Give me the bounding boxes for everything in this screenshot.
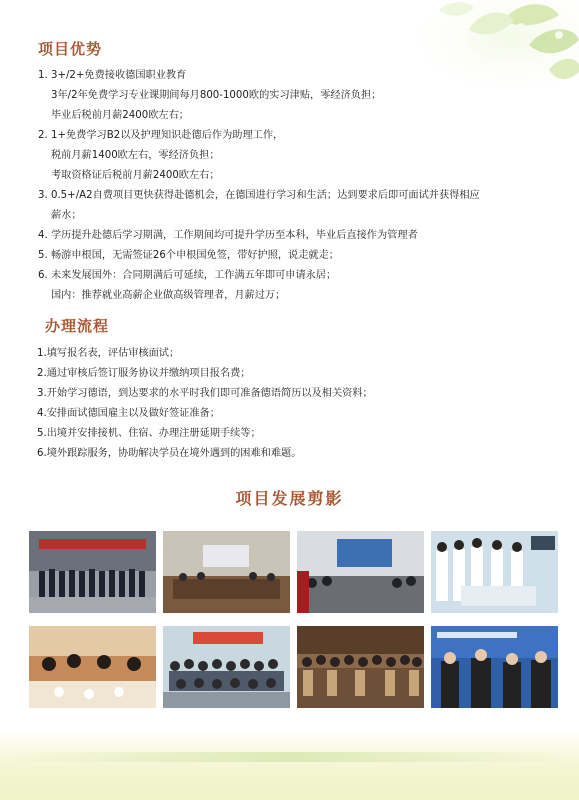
process-step-1: 1.填写报名表，评估审核面试；: [37, 348, 180, 359]
photo-large-group: [297, 626, 424, 708]
bottom-decoration-band: [0, 730, 579, 800]
advantage-line-6a: 国内：推荐就业高薪企业做高级管理者，月薪过万；: [51, 290, 286, 301]
advantage-line-2: 2. 1+免费学习B2以及护理知识赴德后作为助理工作，: [38, 130, 284, 141]
photo-classroom-group: [163, 626, 290, 708]
advantage-line-1: 1. 3+/2+免费接收德国职业教育: [38, 70, 187, 81]
photo-group-outside-building: [29, 531, 156, 613]
process-step-2: 2.通过审核后签订服务协议并缴纳项目报名费；: [37, 368, 251, 379]
advantages-title: 项目优势: [38, 40, 103, 58]
photo-conference-hall: [297, 531, 424, 613]
process-step-4: 4.安排面试德国雇主以及做好签证准备；: [37, 408, 220, 419]
advantage-line-3a: 薪水；: [51, 210, 82, 221]
process-step-6: 6.境外跟踪服务，协助解决学员在境外遇到的困难和难题。: [37, 448, 302, 459]
advantage-line-6: 6. 未来发展国外：合同期满后可延续，工作满五年即可申请永居；: [38, 270, 337, 281]
photo-dinner-gathering: [29, 626, 156, 708]
advantage-line-5: 5. 畅游申根国，无需签证26个申根国免签，带好护照，说走就走；: [38, 250, 339, 261]
photo-nursing-training: [431, 531, 558, 613]
process-step-5: 5.出境并安排接机、住宿、办理注册延期手续等；: [37, 428, 261, 439]
advantage-line-4: 4. 学历提升赴德后学习期满，工作期间均可提升学历至本科，毕业后直接作为管理者: [38, 230, 418, 241]
photo-meeting-room: [163, 531, 290, 613]
advantage-line-2a: 税前月薪1400欧左右，零经济负担；: [51, 150, 220, 161]
process-step-3: 3.开始学习德语，到达要求的水平时我们即可准备德语简历以及相关资料；: [37, 388, 373, 399]
leaf-decoration: [409, 0, 579, 95]
gallery-title: 项目发展剪影: [235, 489, 344, 508]
advantage-line-1a: 3年/2年免费学习专业课期间每月800-1000欧的实习津贴，零经济负担；: [51, 90, 382, 101]
advantage-line-3: 3. 0.5+/A2自费项目更快获得赴德机会，在德国进行学习和生活；达到要求后即可面试并获得相应: [38, 190, 480, 201]
advantage-line-2b: 考取资格证后税前月薪2400欧左右；: [51, 170, 220, 181]
advantage-line-1b: 毕业后税前月薪2400欧左右；: [51, 110, 189, 121]
process-title: 办理流程: [45, 317, 110, 335]
photo-cooperation-forum: [431, 626, 558, 708]
